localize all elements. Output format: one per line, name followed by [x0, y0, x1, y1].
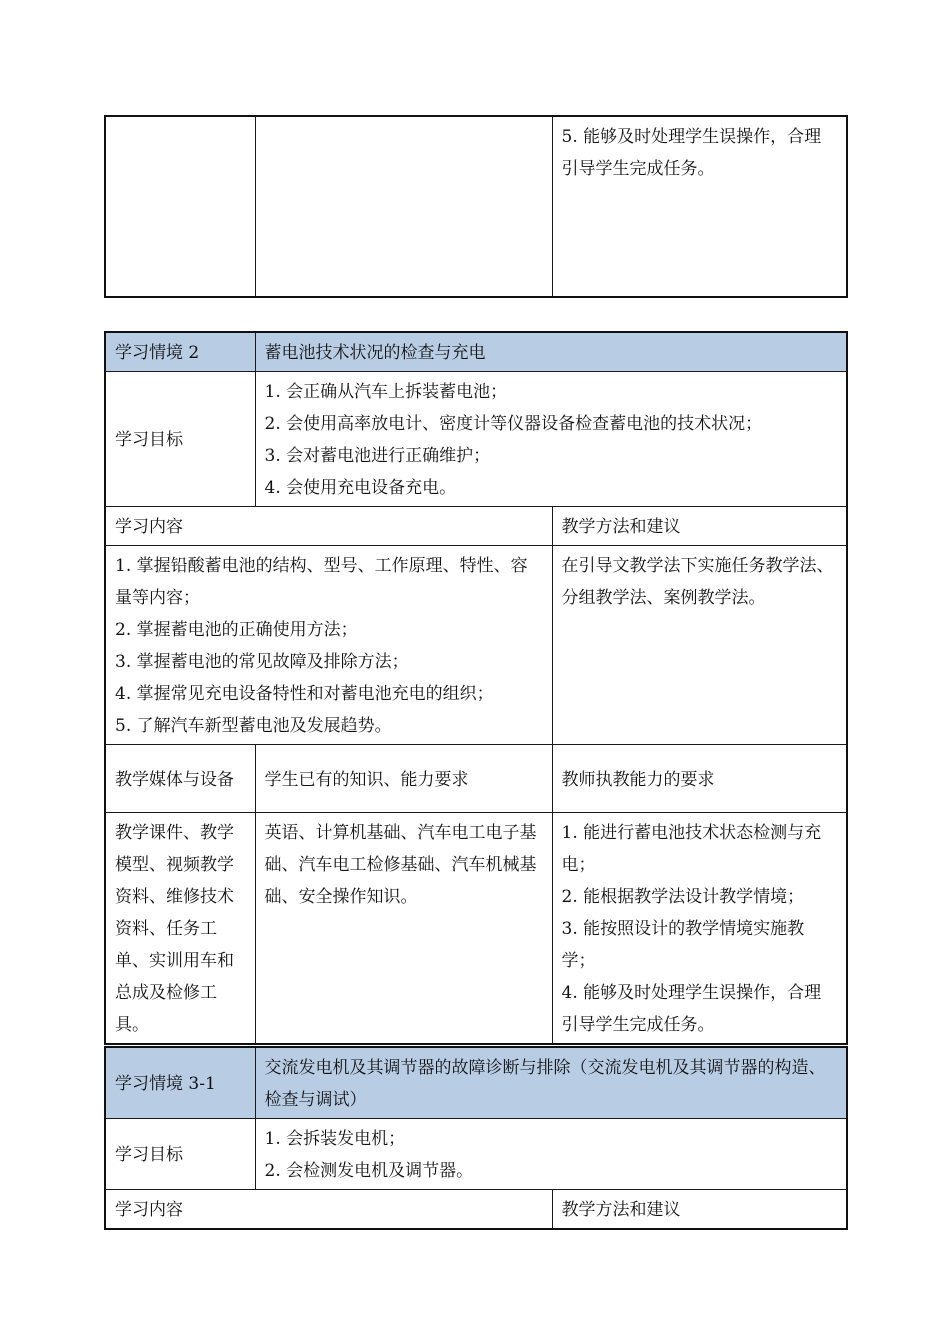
content-item: 4. 掌握常见充电设备特性和对蓄电池充电的组织；	[115, 684, 494, 704]
goal-item: 1. 会拆装发电机；	[264, 1129, 406, 1149]
situation-label: 学习情境 3-1	[105, 1047, 255, 1119]
method-label: 教学方法和建议	[552, 507, 847, 546]
continuation-table	[104, 115, 848, 298]
content-label: 学习内容	[105, 507, 552, 546]
content-item: 1. 掌握铅酸蓄电池的结构、型号、工作原理、特性、容量等内容；	[115, 556, 528, 608]
goals-list	[255, 372, 847, 507]
situation-title: 交流发电机及其调节器的故障诊断与排除（交流发电机及其调节器的构造、检查与调试）	[255, 1047, 847, 1119]
situation-title: 蓄电池技术状况的检查与充电	[255, 332, 847, 372]
media-text: 教学课件、教学模型、视频教学资料、维修技术资料、任务工单、实训用车和总成及检修工具。	[105, 813, 255, 1045]
content-list	[105, 546, 552, 745]
situation-label: 学习情境 2	[105, 332, 255, 372]
content-item: 3. 掌握蓄电池的常见故障及排除方法；	[115, 652, 409, 672]
student-req-text: 英语、计算机基础、汽车电工电子基础、汽车电工检修基础、汽车机械基础、安全操作知识。	[255, 813, 552, 1045]
teacher-req-list	[552, 813, 847, 1045]
goal-item: 4. 会使用充电设备充电。	[264, 478, 457, 498]
teacher-item: 2. 能根据教学法设计教学情境；	[561, 887, 805, 907]
empty-cell	[105, 116, 255, 297]
goals-label: 学习目标	[105, 372, 255, 507]
method-label: 教学方法和建议	[552, 1190, 847, 1230]
method-text: 在引导文教学法下实施任务教学法、分组教学法、案例教学法。	[552, 546, 847, 745]
situation-2-table	[104, 331, 848, 1045]
content-label: 学习内容	[105, 1190, 552, 1230]
student-req-label: 学生已有的知识、能力要求	[255, 745, 552, 813]
situation-3-1-table	[104, 1046, 848, 1230]
goals-list	[255, 1119, 847, 1190]
goals-label: 学习目标	[105, 1119, 255, 1190]
teacher-req-item-5: 5. 能够及时处理学生误操作，合理引导学生完成任务。	[552, 116, 847, 297]
teacher-item: 3. 能按照设计的教学情境实施教学；	[561, 919, 805, 971]
content-item: 5. 了解汽车新型蓄电池及发展趋势。	[115, 716, 392, 736]
goal-item: 2. 会检测发电机及调节器。	[264, 1161, 474, 1181]
content-item: 2. 掌握蓄电池的正确使用方法；	[115, 620, 358, 640]
teacher-item: 4. 能够及时处理学生误操作，合理引导学生完成任务。	[561, 983, 822, 1035]
empty-cell	[255, 116, 552, 297]
teacher-item: 1. 能进行蓄电池技术状态检测与充电；	[561, 823, 822, 875]
goal-item: 2. 会使用高率放电计、密度计等仪器设备检查蓄电池的技术状况；	[264, 414, 763, 434]
media-label: 教学媒体与设备	[105, 745, 255, 813]
teacher-req-label: 教师执教能力的要求	[552, 745, 847, 813]
goal-item: 3. 会对蓄电池进行正确维护；	[264, 446, 491, 466]
goal-item: 1. 会正确从汽车上拆装蓄电池；	[264, 382, 508, 402]
